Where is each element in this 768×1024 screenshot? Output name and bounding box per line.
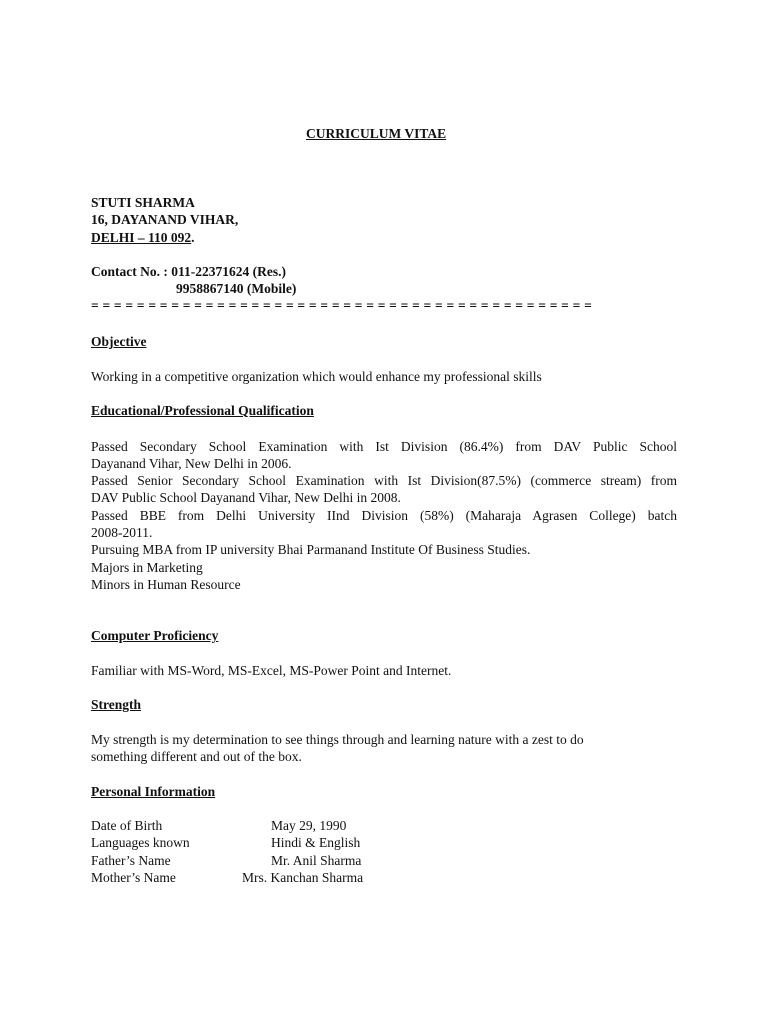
section-divider: = = = = = = = = = = = = = = = = = = = = = = = = = = = = = = = = = = = = = = = = = = = = bbox=[91, 298, 593, 313]
computer-heading: Computer Proficiency bbox=[91, 628, 219, 643]
education-line: Dayanand Vihar, New Delhi in 2006. bbox=[91, 456, 292, 471]
personal-value-father: Mr. Anil Sharma bbox=[271, 853, 362, 868]
education-line: Majors in Marketing bbox=[91, 560, 203, 575]
address-line-2 bbox=[91, 230, 195, 246]
education-line: 2008-2011. bbox=[91, 525, 153, 540]
phone-mobile: 9958867140 (Mobile) bbox=[176, 281, 297, 296]
personal-heading: Personal Information bbox=[91, 784, 216, 799]
personal-label-languages: Languages known bbox=[91, 835, 190, 850]
personal-label-mother: Mother’s Name bbox=[91, 870, 176, 885]
education-line: DAV Public School Dayanand Vihar, New Delhi in 2008. bbox=[91, 490, 401, 505]
personal-value-languages: Hindi & English bbox=[271, 835, 361, 850]
personal-label-dob: Date of Birth bbox=[91, 818, 163, 833]
address-period: . bbox=[191, 230, 195, 245]
education-heading: Educational/Professional Qualification bbox=[91, 403, 314, 418]
address-city-pin: DELHI – 110 092 bbox=[91, 230, 192, 245]
address-line-1: 16, DAYANAND VIHAR, bbox=[91, 212, 239, 227]
candidate-name: STUTI SHARMA bbox=[91, 195, 195, 210]
education-line: Passed BBE from Delhi University IInd Division (58%) (Maharaja Agrasen College) batch bbox=[91, 508, 677, 523]
contact-label: Contact No. : bbox=[91, 264, 172, 279]
education-line: Minors in Human Resource bbox=[91, 577, 241, 592]
personal-value-mother: Mrs. Kanchan Sharma bbox=[242, 870, 364, 885]
document-title: CURRICULUM VITAE bbox=[306, 126, 447, 141]
phone-residence: 011-22371624 (Res.) bbox=[171, 264, 286, 279]
personal-value-dob: May 29, 1990 bbox=[271, 818, 347, 833]
education-line: Passed Senior Secondary School Examination with Ist Division(87.5%) (commerce stream) from bbox=[91, 473, 677, 488]
education-line: Pursuing MBA from IP university Bhai Parmanand Institute Of Business Studies. bbox=[91, 542, 531, 557]
education-line: Passed Secondary School Examination with Ist Division (86.4%) from DAV Public School bbox=[91, 439, 677, 454]
strength-text-line-2: something different and out of the box. bbox=[91, 749, 302, 764]
personal-label-father: Father’s Name bbox=[91, 853, 171, 868]
strength-heading: Strength bbox=[91, 697, 142, 712]
computer-text: Familiar with MS-Word, MS-Excel, MS-Power Point and Internet. bbox=[91, 663, 452, 678]
objective-text: Working in a competitive organization which would enhance my professional skills bbox=[91, 369, 542, 384]
strength-text-line-1: My strength is my determination to see things through and learning nature with a zest to do bbox=[91, 732, 584, 747]
contact-line-res bbox=[91, 264, 286, 280]
objective-heading: Objective bbox=[91, 334, 147, 349]
